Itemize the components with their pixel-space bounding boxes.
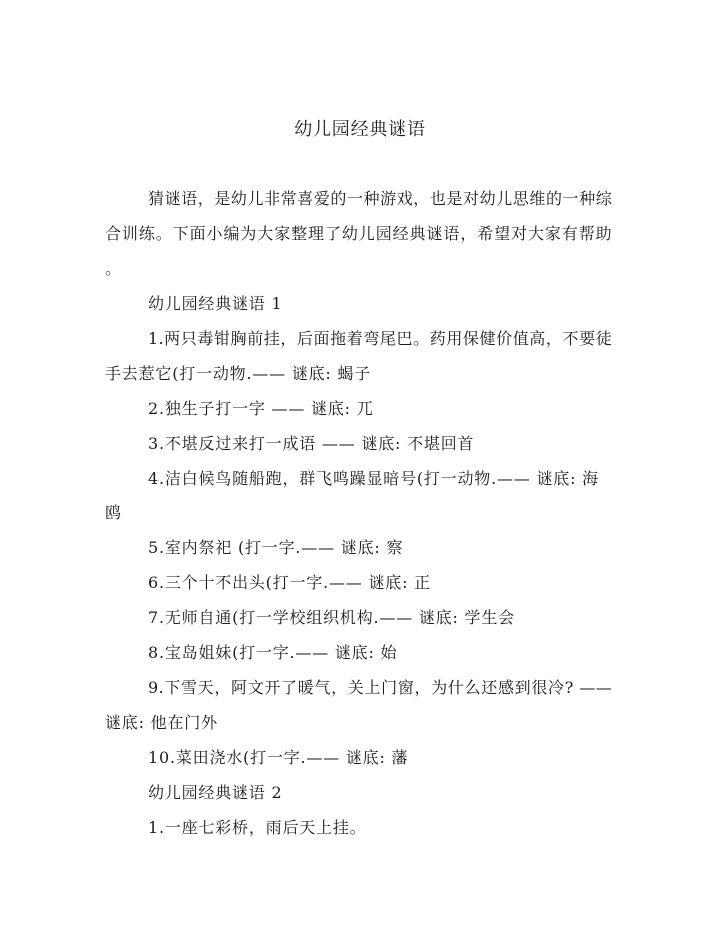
intro-line: 合训练。下面小编为大家整理了幼儿园经典谜语，希望对大家有帮助 [105, 223, 612, 243]
riddle-line: 手去惹它(打一动物.—— 谜底: 蝎子 [105, 363, 372, 383]
section-heading: 幼儿园经典谜语 1 [148, 293, 283, 313]
riddle [105, 741, 612, 776]
riddle-line: 9.下雪天，阿文开了暖气，关上门窗，为什么还感到很冷? —— [148, 678, 612, 698]
riddle [105, 531, 612, 566]
section-heading: 幼儿园经典谜语 2 [148, 782, 283, 802]
section-2 [105, 776, 612, 846]
riddle-line: 2.独生子打一字 —— 谜底: 兀 [148, 398, 374, 418]
riddle-line: 7.无师自通(打一学校组织机构.—— 谜底: 学生会 [148, 608, 515, 628]
intro-line: 。 [105, 258, 122, 278]
riddle-line: 谜底: 他在门外 [105, 713, 218, 733]
riddle-line: 8.宝岛姐妹(打一字.—— 谜底: 始 [148, 643, 398, 663]
riddle [105, 601, 612, 636]
riddle [105, 427, 612, 462]
riddle [105, 392, 612, 427]
riddle [105, 671, 612, 741]
riddle [105, 462, 612, 532]
riddle-line: 1.两只毒钳胸前挂，后面拖着弯尾巴。药用保健价值高，不要徒 [148, 328, 612, 348]
riddle-line: 5.室内祭祀 (打一字.—— 谜底: 察 [148, 538, 404, 558]
riddle-line: 6.三个十不出头(打一字.—— 谜底: 正 [148, 573, 431, 593]
document-body [105, 182, 612, 846]
section-1 [105, 287, 612, 776]
riddle [105, 566, 612, 601]
riddle-line: 4.洁白候鸟随船跑，群飞鸣躁显暗号(打一动物.—— 谜底: 海 [148, 468, 599, 488]
riddle-line: 10.菜田浇水(打一字.—— 谜底: 藩 [148, 748, 409, 767]
riddle [105, 811, 612, 846]
riddle [105, 322, 612, 392]
intro-line: 猜谜语，是幼儿非常喜爱的一种游戏，也是对幼儿思维的一种综 [148, 189, 612, 208]
page-title: 幼儿园经典谜语 [294, 119, 426, 140]
riddle-line: 鸥 [105, 503, 122, 523]
riddle [105, 636, 612, 671]
riddle-line: 3.不堪反过来打一成语 —— 谜底: 不堪回首 [148, 433, 475, 453]
riddle-line: 1.一座七彩桥，雨后天上挂。 [148, 817, 367, 837]
intro-paragraph [105, 182, 612, 287]
